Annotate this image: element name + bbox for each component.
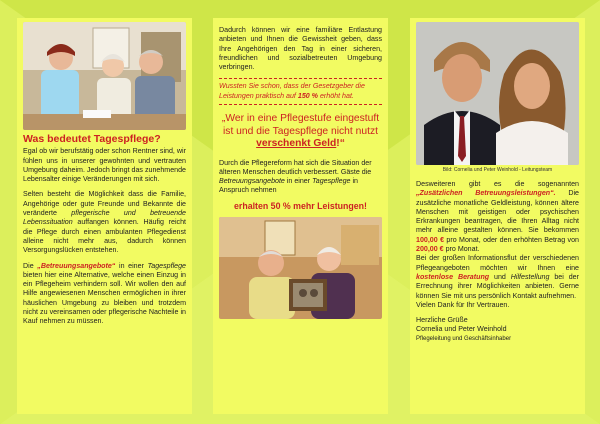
pull-quote: „Wer in eine Pflegestufe eingestuft ist und die Tagespflege nicht nutzt verschenkt Geld!“ xyxy=(221,113,380,150)
relief-paragraph: Dadurch können wir eine familiäre Entlastung anbieten und Ihnen die Gewissheit geben, dass Ihre Angehörigen den Tag in einer sicheren, freundlichen und sozialbetreuten Umgebung verbringen. xyxy=(219,26,382,72)
team-photo xyxy=(416,22,579,165)
family-paragraph: Selten besteht die Möglichkeit dass die Familie, Angehörige oder gute Freunde und Bekannte die veränderte pflegerische und betreuende Lebenssituation auffangen können. Häufig reicht die Pflege durch einen ambulanten Pflegedienst alleine nicht mehr aus, dadurch können Versorgungslücken entstehen. xyxy=(23,190,186,255)
benefit-highlight: erhalten 50 % mehr Leistungen! xyxy=(234,200,367,211)
legislation-note: Wussten Sie schon, dass der Gesetzgeber die Leistungen praktisch auf 150 % erhöht hat. xyxy=(219,78,382,105)
intro-paragraph: Egal ob wir berufstätig oder schon Rentner sind, wir fühlen uns in unserer gewohnten und vertrauten Umgebung daheim. Jedoch bringt das zunehmende Lebensalter einige Veränderungen mit sich. xyxy=(23,147,186,184)
offers-paragraph: Die „Betreuungsangebote“ in einer Tagespflege bieten hier eine Alternative, welche einen Einzug in ein Pflegeheim verhindern soll. Wir wollen den auf Hilfe angewiesenen Menschen ermöglichen in ihrer häuslichen Umgebung zu bleiben und trotzdem nicht zu vereinsamen oder pflegerische Nachteile in Kauf nehmen zu müssen. xyxy=(23,261,186,326)
middle-panel xyxy=(213,18,388,414)
additional-services-paragraph: Desweiteren gibt es die sogenannten „Zusätzlichen Betreuungsleistungen“. Die zusätzliche monatliche Geldleistung, können ältere Menschen mit geistigen oder psychischen Erkrankungen beantragen, die Ihren Alltag nicht mehr alleine gestalten können. Sie bekommen 100,00 € pro Monat, oder den erhöhten Betrag von 200,00 € pro Monat. Bei der großen Informationsflut der verschiedenen Pflegeangeboten möchten wir Ihnen eine kostenlose Beratung und Hilfestellung bei der Errechnung ihrer Möglichkeiten anbieten. Gerne können Sie mit uns persönlich Kontakt aufnehmen. Vielen Dank für Ihr Vertrauen. xyxy=(416,180,579,309)
signature-role: Pflegeleitung und Geschäftsinhaber xyxy=(416,335,512,342)
caregiver-photo xyxy=(23,22,186,130)
senior-couple-photo xyxy=(219,217,382,319)
photo-caption: Bild: Cornelia und Peter Weinhold - Leitungsteam xyxy=(442,167,553,173)
signature-names: Cornelia und Peter Weinhold xyxy=(416,325,507,334)
thanks-line: Vielen Dank für Ihr Vertrauen. xyxy=(416,300,510,309)
right-panel xyxy=(410,18,585,414)
reform-paragraph: Durch die Pflegereform hat sich die Situation der älteren Menschen deutlich verbessert. Gäste die Betreuungsangebote in einer Tagespflege in Anspruch nehmen xyxy=(219,158,372,195)
signature-greeting: Herzliche Grüße xyxy=(416,316,468,325)
section-heading: Was bedeutet Tagespflege? xyxy=(23,133,161,145)
left-panel xyxy=(17,18,192,414)
